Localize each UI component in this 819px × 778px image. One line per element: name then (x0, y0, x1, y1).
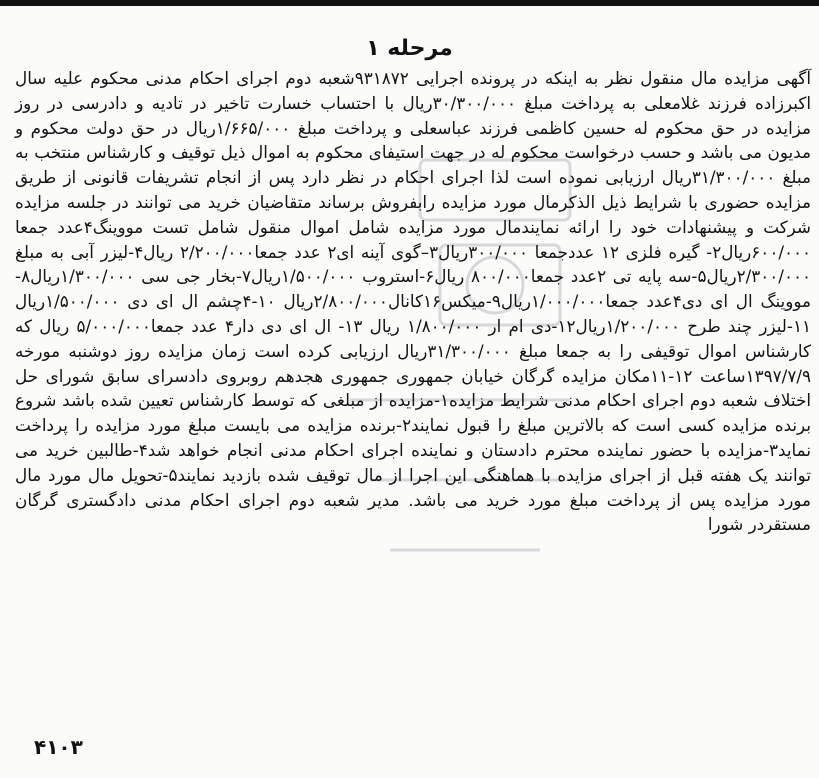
notice-body: آگهی مزایده مال منقول نظر به اینکه در پرونده اجرایی ۹۳۱۸۷۲شعبه دوم اجرای احکام مدنی محکوم علیه سال اکبرزاده فرزند غلامعلی به پرداخت مبلغ ۳۰/۳۰۰/۰۰۰ریال با احتساب خسارت تاخیر در تادیه و دادرسی در روز مزایده در حق محکوم له حسین کاظمی فرزند عباسعلی و پرداخت مبلغ ۱/۶۶۵/۰۰۰ریال در حق دولت محکوم و مدیون می باشد و حسب درخواست محکوم له در جهت استیفای محکوم به اموال ذیل توقیف و کارشناس منتخب به مبلغ ۳۱/۳۰۰/۰۰۰ریال ارزیابی نموده است لذا اجرای احکام در نظر دارد پس از انجام تشریفات قانونی از طریق مزایده حضوری با شرایط ذیل الذکرمال مورد مزایده رابفروش برساند متقاضیان خرید می توانند در جلسه مزایده شرکت و پیشنهادات خود را ارائه نمایندمال مورد مزایده شامل اموال منقول شامل تست مووینگ۴عدد جمعا ۶۰۰/۰۰۰ریال۲- گیره فلزی ۱۲ عددجمعا ۳۰۰/۰۰۰ریال۳–گوی آینه ای۲ عدد جمعا۲/۲۰۰/۰۰۰ ریال۴-لیزر آبی به مبلغ ۲/۳۰۰/۰۰۰ریال۵-سه پایه تی ۲عدد جمعا۸۰۰/۰۰۰ ریال۶-استروب ۱/۵۰۰/۰۰۰ریال۷-بخار جی سی ۱/۳۰۰/۰۰۰ریال۸-مووینگ ال ای دی۴عدد جمعا۱/۰۰۰/۰۰۰ریال۹-میکس۱۶کانال۲/۸۰۰/۰۰۰ریال ۱۰-۴چشم ال ای دی ۱/۵۰۰/۰۰۰ریال ۱۱-لیزر چند طرح ۱/۲۰۰/۰۰۰ریال۱۲-دی ام ار ۱/۸۰۰/۰۰۰ ریال ۱۳- ال ای دی دار۴ عدد جمعا۵/۰۰۰/۰۰۰ ریال که کارشناس اموال توقیفی را به جمعا مبلغ ۳۱/۳۰۰/۰۰۰ریال ارزیابی کرده است زمان مزایده روز دوشنبه مورخه ۱۳۹۷/۷/۹ساعت ۱۲-۱۱مکان مزایده گرگان خیابان جمهوری جمهوری هجدهم روبروی دادسرای سابق شورای حل اختلاف شعبه دوم اجرای احکام مدنی شرایط مزایده۱-مزایده از مبلغی که توسط کارشناس تعیین شده باشد شروع برنده مزایده کسی است که بالاترین مبلغ را قبول نمایند۲-برنده مزایده می بایست مبلغ مورد مزایده را پرداخت نماید۳-مزایده با حضور نماینده محترم دادستان و نماینده اجرای احکام مدنی انجام خواهد شد۴-طالبین خرید می توانند یک هفته قبل از اجرای مزایده با هماهنگی این اجرا از مال توقیف شده بازدید نمایند۵-تحویل مال مورد مال مورد مزایده پس از پرداخت مبلغ مورد خرید می باشد. مدیر شعبه دوم اجرای احکام مدنی دادگستری گرگان مستقردر شورا (15, 68, 812, 535)
notice-title: مرحله ۱ (366, 36, 453, 61)
top-border-rule (0, 0, 819, 6)
notice-code: ۴۱۰۳ (34, 735, 83, 759)
